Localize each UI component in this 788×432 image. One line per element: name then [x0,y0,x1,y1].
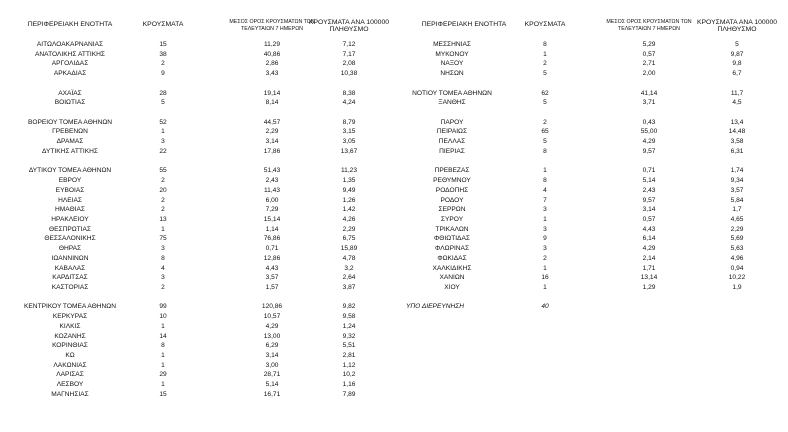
left-cell-avg: 16,71 [263,391,281,398]
left-cell-per100k: 2,29 [342,226,356,233]
right-cell-per100k: 10,22 [728,274,746,281]
right-cell-name: ΠΡΕΒΕΖΑΣ [434,167,470,174]
right-cell-avg: 2,14 [642,255,656,262]
right-header-avg: ΜΕΣΟΣ ΟΡΟΣ ΚΡΟΥΣΜΑΤΩΝ ΤΩΝ ΤΕΛΕΥΤΑΙΩΝ 7 ΗΜΕΡΩΝ [606,19,692,32]
left-cell-cases: 2 [161,177,165,184]
right-cell-per100k: 5,69 [730,235,744,242]
right-cell-cases: 1 [543,265,547,272]
left-cell-name: ΑΝΑΤΟΛΙΚΗΣ ΑΤΤΙΚΗΣ [35,51,105,58]
left-cell-per100k: 8,38 [342,90,356,97]
right-cell-per100k: 4,96 [730,255,744,262]
left-cell-avg: 0,71 [265,245,279,252]
right-header-cases: ΚΡΟΥΣΜΑΤΑ [524,21,566,28]
right-cell-avg: 5,29 [642,41,656,48]
left-header-cases: ΚΡΟΥΣΜΑΤΑ [142,21,184,28]
left-cell-per100k: 9,49 [342,187,356,194]
right-cell-cases: 2 [543,119,547,126]
left-cell-name: ΒΟΙΩΤΙΑΣ [54,99,86,106]
right-cell-per100k: 11,7 [730,90,744,97]
right-cell-avg: 55,00 [640,128,658,135]
left-cell-avg: 5,14 [265,381,279,388]
left-cell-name: ΛΕΣΒΟΥ [56,381,84,388]
right-cell-name: ΡΟΔΟΠΗΣ [435,187,469,194]
left-cell-name: ΕΒΡΟΥ [58,177,82,184]
left-cell-cases: 75 [159,235,167,242]
right-cell-per100k: 1,7 [732,206,742,213]
left-cell-avg: 3,14 [265,138,279,145]
right-cell-cases: 1 [543,216,547,223]
right-cell-cases: 1 [543,51,547,58]
left-cell-avg: 4,29 [265,323,279,330]
left-cell-avg: 13,00 [263,333,281,340]
left-cell-per100k: 4,24 [342,99,356,106]
left-cell-name: ΗΜΑΘΙΑΣ [55,206,85,213]
right-cell-name: ΡΕΘΥΜΝΟΥ [433,177,471,184]
right-cell-cases: 2 [543,60,547,67]
right-cell-cases: 5 [543,99,547,106]
right-cell-cases: 9 [543,235,547,242]
right-cell-avg: 2,43 [642,187,656,194]
left-cell-per100k: 7,12 [342,41,356,48]
left-cell-cases: 5 [161,99,165,106]
left-cell-avg: 3,43 [265,70,279,77]
right-cell-per100k: 5 [735,41,739,48]
left-cell-avg: 2,43 [265,177,279,184]
right-cell-avg: 9,57 [642,148,656,155]
left-cell-avg: 12,86 [263,255,281,262]
left-cell-avg: 40,86 [263,51,281,58]
left-cell-name: ΑΧΑΪΑΣ [58,90,82,97]
right-cell-per100k: 3,58 [730,138,744,145]
left-cell-avg: 4,43 [265,265,279,272]
right-cell-cases: 5 [543,70,547,77]
left-cell-avg: 44,57 [263,119,281,126]
right-cell-avg: 1,71 [642,265,656,272]
right-cell-name: ΝΗΣΩΝ [440,70,464,77]
left-cell-name: ΑΙΤΩΛΟΑΚΑΡΝΑΝΙΑΣ [36,41,104,48]
right-cell-name: ΠΑΡΟΥ [440,119,464,126]
left-cell-name: ΚΑΡΔΙΤΣΑΣ [52,274,88,281]
right-cell-cases: 65 [541,128,549,135]
right-cell-per100k: 4,65 [730,216,744,223]
left-cell-avg: 1,57 [265,284,279,291]
right-cell-name: ΜΥΚΟΝΟΥ [435,51,469,58]
left-cell-name: ΚΕΡΚΥΡΑΣ [52,313,88,320]
right-cell-avg: 41,14 [640,90,658,97]
right-cell-per100k: 1,9 [732,284,742,291]
left-cell-cases: 3 [161,274,165,281]
right-cell-name: ΦΘΙΩΤΙΔΑΣ [434,235,470,242]
left-cell-per100k: 3,15 [342,128,356,135]
left-cell-avg: 120,86 [261,303,283,310]
left-cell-avg: 10,57 [263,313,281,320]
right-cell-cases: 62 [541,90,549,97]
left-cell-per100k: 1,42 [342,206,356,213]
right-cell-name: ΠΕΙΡΑΙΩΣ [436,128,468,135]
right-cell-name: ΦΛΩΡΙΝΑΣ [434,245,470,252]
right-cell-cases: 5 [543,138,547,145]
left-cell-cases: 22 [159,148,167,155]
left-cell-cases: 38 [159,51,167,58]
left-cell-per100k: 7,89 [342,391,356,398]
right-cell-cases: 3 [543,226,547,233]
right-cell-per100k: 14,48 [728,128,746,135]
right-cell-name: ΝΟΤΙΟΥ ΤΟΜΕΑ ΑΘΗΝΩΝ [412,90,492,97]
left-cell-per100k: 9,82 [342,303,356,310]
left-cell-avg: 7,29 [265,206,279,213]
left-cell-avg: 28,71 [263,371,281,378]
right-header-region: ΠΕΡΙΦΕΡΕΙΑΚΗ ΕΝΟΤΗΤΑ [421,21,507,28]
left-cell-cases: 3 [161,138,165,145]
left-cell-cases: 1 [161,362,165,369]
right-cell-avg: 13,14 [640,274,658,281]
left-cell-per100k: 3,05 [342,138,356,145]
right-cell-name: ΦΩΚΙΔΑΣ [437,255,467,262]
right-cell-name: ΧΑΝΙΩΝ [439,274,465,281]
left-cell-name: ΜΑΓΝΗΣΙΑΣ [51,391,89,398]
left-cell-cases: 20 [159,187,167,194]
left-cell-per100k: 10,38 [340,70,358,77]
left-cell-per100k: 6,75 [342,235,356,242]
right-cell-per100k: 3,57 [730,187,744,194]
left-cell-avg: 3,14 [265,352,279,359]
right-cell-avg: 5,14 [642,177,656,184]
left-cell-per100k: 4,26 [342,216,356,223]
left-cell-per100k: 10,2 [342,371,356,378]
left-cell-avg: 51,43 [263,167,281,174]
right-cell-name: ΥΠΟ ΔΙΕΡΕΥΝΗΣΗ [406,303,464,310]
right-cell-avg: 0,57 [642,216,656,223]
left-cell-cases: 8 [161,342,165,349]
left-cell-name: ΛΑΚΩΝΙΑΣ [53,362,87,369]
left-cell-name: ΙΩΑΝΝΙΝΩΝ [51,255,89,262]
right-cell-per100k: 5,63 [730,245,744,252]
right-cell-name: ΣΕΡΡΩΝ [438,206,466,213]
left-cell-per100k: 15,89 [340,245,358,252]
right-cell-cases: 16 [541,274,549,281]
right-cell-avg: 4,43 [642,226,656,233]
right-cell-name: ΠΕΛΛΑΣ [438,138,466,145]
right-cell-cases: 7 [543,197,547,204]
left-cell-cases: 15 [159,391,167,398]
right-cell-avg: 0,71 [642,167,656,174]
left-cell-per100k: 1,16 [342,381,356,388]
right-cell-name: ΠΙΕΡΙΑΣ [439,148,465,155]
right-cell-per100k: 1,74 [730,167,744,174]
left-cell-name: ΔΥΤΙΚΟΥ ΤΟΜΕΑ ΑΘΗΝΩΝ [28,167,112,174]
left-cell-cases: 14 [159,333,167,340]
left-cell-name: ΒΟΡΕΙΟΥ ΤΟΜΕΑ ΑΘΗΝΩΝ [27,119,113,126]
right-cell-per100k: 5,84 [730,197,744,204]
left-cell-name: ΚΑΒΑΛΑΣ [54,265,86,272]
right-cell-avg: 1,29 [642,284,656,291]
left-cell-cases: 1 [161,226,165,233]
left-cell-name: ΘΗΡΑΣ [58,245,82,252]
left-cell-cases: 29 [159,371,167,378]
right-cell-name: ΣΥΡΟΥ [440,216,464,223]
left-cell-avg: 3,00 [265,362,279,369]
left-cell-cases: 28 [159,90,167,97]
left-cell-cases: 1 [161,352,165,359]
left-cell-cases: 9 [161,70,165,77]
right-cell-name: ΤΡΙΚΑΛΩΝ [435,226,469,233]
left-cell-name: ΛΑΡΙΣΑΣ [56,371,84,378]
right-cell-name: ΞΑΝΘΗΣ [438,99,466,106]
right-cell-per100k: 9,8 [732,60,742,67]
left-cell-per100k: 2,64 [342,274,356,281]
right-cell-per100k: 4,5 [732,99,742,106]
left-cell-name: ΔΡΑΜΑΣ [56,138,84,145]
left-cell-cases: 13 [159,216,167,223]
left-cell-name: ΚΑΣΤΟΡΙΑΣ [51,284,89,291]
left-cell-name: ΗΡΑΚΛΕΙΟΥ [51,216,89,223]
right-cell-cases: 2 [543,255,547,262]
left-cell-per100k: 1,35 [342,177,356,184]
left-header-per100k: ΚΡΟΥΣΜΑΤΑ ΑΝΑ 100000 ΠΛΗΘΥΣΜΟ [308,19,390,33]
left-cell-cases: 3 [161,245,165,252]
left-cell-per100k: 7,17 [342,51,356,58]
left-cell-name: ΚΩ [65,352,75,359]
left-cell-cases: 10 [159,313,167,320]
right-cell-name: ΝΑΞΟΥ [440,60,464,67]
left-header-avg: ΜΕΣΟΣ ΟΡΟΣ ΚΡΟΥΣΜΑΤΩΝ ΤΩΝ ΤΕΛΕΥΤΑΙΩΝ 7 ΗΜΕΡΩΝ [229,19,315,32]
left-cell-cases: 1 [161,128,165,135]
left-cell-avg: 3,57 [265,274,279,281]
right-cell-name: ΧΑΛΚΙΔΙΚΗΣ [432,265,472,272]
left-cell-name: ΚΕΝΤΡΙΚΟΥ ΤΟΜΕΑ ΑΘΗΝΩΝ [24,303,116,310]
right-header-per100k: ΚΡΟΥΣΜΑΤΑ ΑΝΑ 100000 ΠΛΗΘΥΣΜΟ [696,19,778,33]
right-cell-per100k: 13,4 [730,119,744,126]
left-cell-cases: 1 [161,381,165,388]
left-cell-name: ΑΡΚΑΔΙΑΣ [53,70,87,77]
right-cell-avg: 3,71 [642,99,656,106]
right-cell-avg: 4,29 [642,138,656,145]
left-cell-avg: 11,29 [263,41,280,48]
left-cell-avg: 11,43 [263,187,280,194]
right-cell-per100k: 9,87 [730,51,744,58]
right-cell-per100k: 0,94 [730,265,744,272]
right-cell-cases: 8 [543,41,547,48]
left-cell-per100k: 13,67 [340,148,358,155]
left-cell-cases: 4 [161,265,165,272]
left-header-region: ΠΕΡΙΦΕΡΕΙΑΚΗ ΕΝΟΤΗΤΑ [27,21,113,28]
left-cell-per100k: 9,58 [342,313,356,320]
left-cell-name: ΘΕΣΠΡΩΤΙΑΣ [48,226,92,233]
right-cell-avg: 9,57 [642,197,656,204]
left-cell-cases: 1 [161,323,165,330]
left-cell-per100k: 1,24 [342,323,356,330]
left-cell-cases: 2 [161,206,165,213]
left-cell-cases: 15 [159,41,167,48]
right-cell-cases: 8 [543,177,547,184]
right-cell-name: ΜΕΣΣΗΝΙΑΣ [433,41,471,48]
right-cell-avg: 3,14 [642,206,656,213]
left-cell-avg: 1,14 [265,226,279,233]
left-cell-avg: 6,00 [265,197,279,204]
right-cell-cases: 1 [543,284,547,291]
left-cell-name: ΚΟΖΑΝΗΣ [54,333,86,340]
left-cell-per100k: 9,32 [342,333,356,340]
right-cell-avg: 2,71 [642,60,656,67]
left-cell-cases: 55 [159,167,167,174]
right-cell-cases: 8 [543,148,547,155]
left-cell-name: ΓΡΕΒΕΝΩΝ [52,128,88,135]
left-cell-per100k: 11,23 [340,167,357,174]
left-cell-cases: 8 [161,255,165,262]
left-cell-avg: 19,14 [263,90,281,97]
left-cell-avg: 2,29 [265,128,279,135]
right-cell-per100k: 9,34 [730,177,744,184]
right-cell-per100k: 6,7 [732,70,742,77]
left-cell-avg: 8,14 [265,99,279,106]
left-cell-avg: 15,14 [263,216,281,223]
right-cell-avg: 0,43 [642,119,656,126]
left-cell-cases: 52 [159,119,167,126]
left-cell-cases: 99 [159,303,167,310]
right-cell-per100k: 2,29 [730,226,744,233]
left-cell-cases: 2 [161,284,165,291]
left-cell-name: ΔΥΤΙΚΗΣ ΑΤΤΙΚΗΣ [42,148,98,155]
left-cell-name: ΗΛΕΙΑΣ [58,197,82,204]
right-cell-avg: 2,00 [642,70,656,77]
left-cell-name: ΘΕΣΣΑΛΟΝΙΚΗΣ [44,235,96,242]
left-cell-avg: 17,86 [263,148,281,155]
left-cell-per100k: 3,87 [342,284,356,291]
left-cell-avg: 6,29 [265,342,279,349]
right-cell-avg: 4,29 [642,245,656,252]
left-cell-per100k: 1,26 [342,197,356,204]
left-cell-per100k: 4,78 [342,255,356,262]
left-cell-per100k: 1,12 [342,362,356,369]
left-cell-avg: 76,86 [263,235,281,242]
left-cell-per100k: 2,81 [342,352,356,359]
right-cell-avg: 6,14 [642,235,656,242]
left-cell-name: ΚΙΛΚΙΣ [59,323,81,330]
right-cell-cases: 1 [543,167,547,174]
right-cell-cases: 4 [543,187,547,194]
right-cell-per100k: 6,31 [730,148,744,155]
left-cell-per100k: 3,2 [344,265,354,272]
left-cell-name: ΑΡΓΟΛΙΔΑΣ [51,60,89,67]
right-cell-avg: 0,57 [642,51,656,58]
right-cell-name: ΧΙΟΥ [444,284,460,291]
left-cell-name: ΕΥΒΟΙΑΣ [55,187,85,194]
left-cell-per100k: 8,79 [342,119,356,126]
right-cell-cases: 3 [543,245,547,252]
left-cell-cases: 2 [161,197,165,204]
right-cell-name: ΡΟΔΟΥ [440,197,464,204]
left-cell-per100k: 5,51 [342,342,356,349]
right-cell-cases: 3 [543,206,547,213]
left-cell-avg: 2,86 [265,60,279,67]
right-cell-cases: 40 [541,303,549,310]
left-cell-per100k: 2,08 [342,60,356,67]
left-cell-cases: 2 [161,60,165,67]
left-cell-name: ΚΟΡΙΝΘΙΑΣ [52,342,88,349]
